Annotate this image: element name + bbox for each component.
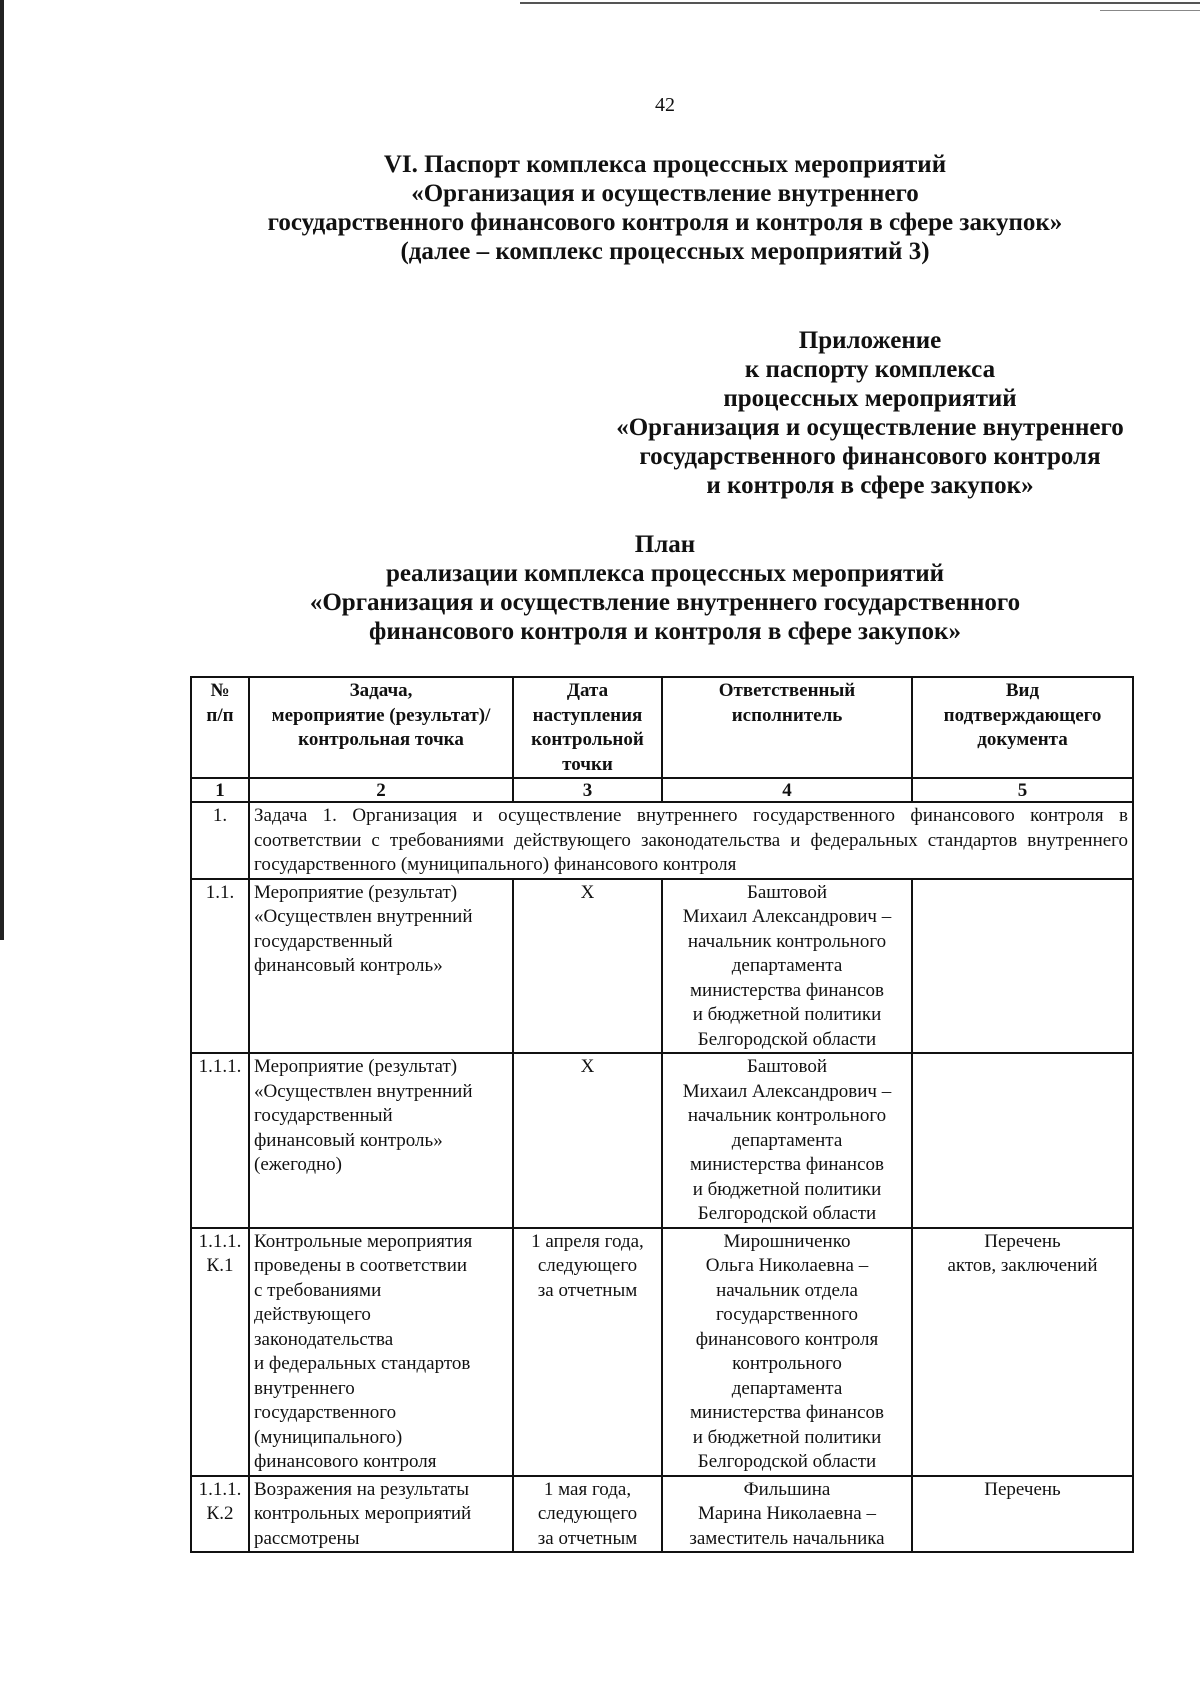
page-number: 42 [655, 94, 675, 116]
plan-heading-line: План [634, 531, 696, 558]
row-date: 1 апреля года, следующего за отчетным [513, 1228, 662, 1476]
header-task: Задача, мероприятие (результат)/ контрольная точка [249, 677, 513, 778]
section-title-line: «Организация и осуществление внутреннего [411, 180, 919, 207]
row-document [912, 879, 1133, 1054]
row-executor: Баштовой Михаил Александрович – начальник контрольного департамента министерства финансов и бюджетной политики Белгородской области [662, 879, 912, 1054]
table-row [191, 1228, 1133, 1476]
column-number: 5 [912, 778, 1133, 802]
plan-heading-line: «Организация и осуществление внутреннего государственного [309, 589, 1021, 616]
appendix-line: и контроля в сфере закупок» [706, 472, 1034, 499]
plan-table [190, 676, 1134, 1553]
row-document: Перечень актов, заключений [912, 1228, 1133, 1476]
row-number: 1.1.1. К.1 [191, 1228, 249, 1476]
row-date: X [513, 1053, 662, 1228]
plan-heading-line: финансового контроля и контроля в сфере закупок» [369, 618, 961, 645]
row-event: Мероприятие (результат) «Осуществлен внутренний государственный финансовый контроль» [249, 879, 513, 1054]
row-number: 1.1.1. [191, 1053, 249, 1228]
appendix-line: к паспорту комплекса [744, 356, 996, 383]
header-number: № п/п [191, 677, 249, 778]
task-row [191, 802, 1133, 879]
row-date: 1 мая года, следующего за отчетным [513, 1476, 662, 1553]
table-row [191, 879, 1133, 1054]
table-row [191, 1053, 1133, 1228]
scan-artifact-top-line [520, 2, 1200, 4]
task-description: Задача 1. Организация и осуществление внутреннего государственного финансового контроля в соответствии с требованиями действующего законодательства и федеральных стандартов внутреннего государственного (муниципального) финансового контроля [249, 802, 1133, 879]
header-date: Дата наступления контрольной точки [513, 677, 662, 778]
row-document [912, 1053, 1133, 1228]
appendix-line: Приложение [798, 327, 942, 354]
plan-heading [200, 530, 1130, 646]
column-number: 3 [513, 778, 662, 802]
column-number: 2 [249, 778, 513, 802]
section-title-line: государственного финансового контроля и контроля в сфере закупок» [267, 209, 1063, 236]
row-number: 1.1. [191, 879, 249, 1054]
row-event: Мероприятие (результат) «Осуществлен внутренний государственный финансовый контроль» (ежегодно) [249, 1053, 513, 1228]
appendix-line: процессных мероприятий [723, 385, 1017, 412]
header-executor: Ответственный исполнитель [662, 677, 912, 778]
scan-artifact-left-edge [0, 0, 4, 940]
row-event: Контрольные мероприятия проведены в соответствии с требованиями действующего законодательства и федеральных стандартов внутреннего государственного (муниципального) финансового контроля [249, 1228, 513, 1476]
appendix-line: государственного финансового контроля [639, 443, 1101, 470]
table-row [191, 1476, 1133, 1553]
header-document: Вид подтверждающего документа [912, 677, 1133, 778]
row-number: 1.1.1. К.2 [191, 1476, 249, 1553]
row-executor: Баштовой Михаил Александрович – начальник контрольного департамента министерства финансов и бюджетной политики Белгородской области [662, 1053, 912, 1228]
appendix-heading [580, 326, 1160, 500]
scan-artifact-top-line-short [1100, 10, 1200, 11]
row-date: X [513, 879, 662, 1054]
plan-heading-line: реализации комплекса процессных мероприятий [385, 560, 945, 587]
table-header-row [191, 677, 1133, 778]
task-number: 1. [191, 802, 249, 879]
section-title-line: VI. Паспорт комплекса процессных мероприятий [383, 151, 947, 178]
row-executor: Мирошниченко Ольга Николаевна – начальник отдела государственного финансового контроля контрольного департамента министерства финансов и бюджетной политики Белгородской области [662, 1228, 912, 1476]
section-title-line: (далее – комплекс процессных мероприятий 3) [400, 238, 930, 265]
column-number-row [191, 778, 1133, 802]
column-number: 4 [662, 778, 912, 802]
column-number: 1 [191, 778, 249, 802]
appendix-line: «Организация и осуществление внутреннего [616, 414, 1124, 441]
row-event: Возражения на результаты контрольных мероприятий рассмотрены [249, 1476, 513, 1553]
row-executor: Фильшина Марина Николаевна – заместитель начальника [662, 1476, 912, 1553]
row-document: Перечень [912, 1476, 1133, 1553]
section-title [120, 150, 1200, 266]
